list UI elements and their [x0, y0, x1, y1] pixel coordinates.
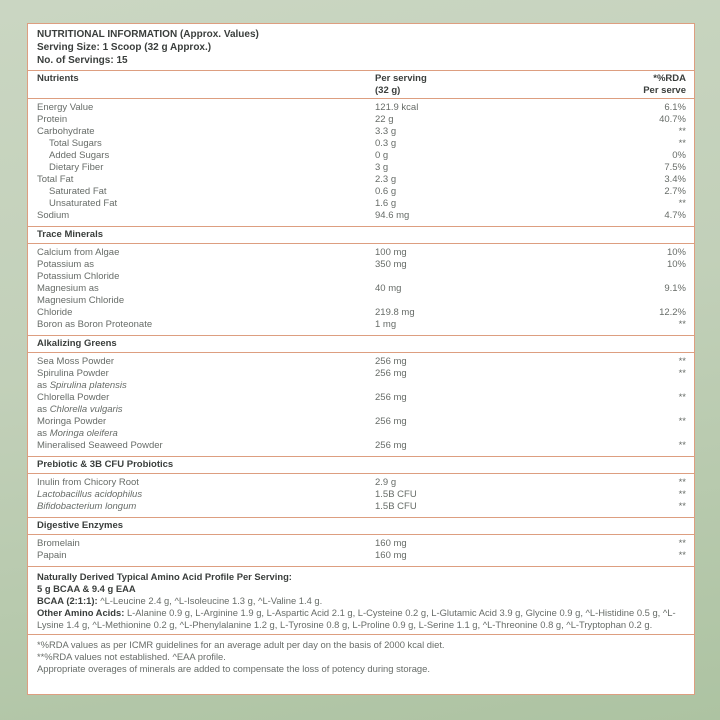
table-row: [37, 489, 686, 501]
nutrient-rda: **: [678, 319, 686, 330]
col-per-serving-line1: Per serving: [375, 73, 427, 84]
nutrient-name: [37, 538, 375, 550]
nutrient-name-text: Carbohydrate: [37, 126, 95, 137]
nutrient-rda: **: [678, 416, 686, 427]
table-row: [37, 416, 686, 440]
table-row: [37, 126, 686, 138]
nutrient-rda: 10%: [666, 259, 686, 270]
nutrient-name-text: Calcium from Algae: [37, 247, 120, 258]
nutrient-name: [37, 174, 375, 186]
nutrient-name: [37, 307, 375, 319]
nutrient-name: [37, 138, 375, 150]
col-rda: [427, 73, 686, 96]
amino-line: [37, 607, 685, 631]
amino-heading-2: 5 g BCAA & 9.4 g EAA: [37, 583, 136, 594]
table-row: [37, 174, 686, 186]
nutrient-rda: **: [678, 477, 686, 488]
nutrient-value: 350 mg: [375, 259, 407, 270]
row-group: [28, 535, 694, 566]
table-row: [37, 210, 686, 222]
nutrient-value: 160 mg: [375, 550, 407, 561]
nutrient-name: [37, 114, 375, 126]
row-group: [28, 474, 694, 517]
panel-header: [28, 24, 694, 71]
nutrient-value: 0 g: [375, 150, 389, 161]
nutrient-name-text: Mineralised Seaweed Powder: [37, 440, 163, 451]
row-group: [28, 99, 694, 226]
amino-line: [37, 595, 685, 607]
table-row: [37, 186, 686, 198]
subname-species: Spirulina platensis: [49, 380, 127, 391]
amino-line-label: Other Amino Acids:: [37, 607, 125, 618]
nutrient-rda: 12.2%: [659, 307, 686, 318]
col-rda-line1: *%RDA: [653, 73, 686, 84]
nutrient-name: [37, 477, 375, 489]
nutrient-value: 121.9 kcal: [375, 102, 419, 113]
nutrient-value: 256 mg: [375, 440, 407, 451]
amino-line-label: BCAA (2:1:1):: [37, 595, 98, 606]
col-per-serving-line2: (32 g): [375, 84, 401, 96]
nutrient-name-text: Bifidobacterium longum: [37, 501, 137, 512]
nutrient-name: [37, 126, 375, 138]
nutrient-name-text: Moringa Powder: [37, 416, 107, 427]
footnote-line: **%RDA values not established. ^EAA profile.: [37, 651, 226, 662]
amino-heading-1: Naturally Derived Typical Amino Acid Profile Per Serving:: [37, 571, 292, 582]
nutrient-name-text: Papain: [37, 550, 67, 561]
nutrient-rda: **: [678, 138, 686, 149]
nutrient-rda: **: [678, 392, 686, 403]
nutrient-name-text: Saturated Fat: [49, 186, 107, 197]
subname-text: Magnesium Chloride: [37, 295, 125, 306]
nutrient-rda: 6.1%: [664, 102, 686, 113]
nutrient-name: [37, 162, 375, 174]
nutrient-name: [37, 186, 375, 198]
subname-species: Moringa oleifera: [49, 428, 118, 439]
table-row: [37, 392, 686, 416]
nutrient-name-text: Potassium as: [37, 259, 95, 270]
subname-text: as: [37, 404, 50, 415]
nutrient-rda: 40.7%: [659, 114, 686, 125]
row-group: [28, 353, 694, 456]
nutrient-name: [37, 319, 375, 331]
nutrient-value: 0.3 g: [375, 138, 397, 149]
amino-line-text: ^L-Leucine 2.4 g, ^L-Isoleucine 1.3 g, ^L-Valine 1.4 g.: [97, 595, 323, 606]
nutrient-name-text: Spirulina Powder: [37, 368, 109, 379]
nutrient-name: [37, 247, 375, 259]
row-group: [28, 244, 694, 335]
table-row: [37, 501, 686, 513]
nutrient-value: 3 g: [375, 162, 389, 173]
table-row: [37, 307, 686, 319]
nutrient-name-text: Dietary Fiber: [49, 162, 104, 173]
nutrient-value: 256 mg: [375, 368, 407, 379]
nutrient-rda: **: [678, 356, 686, 367]
panel-title: NUTRITIONAL INFORMATION (Approx. Values): [37, 29, 259, 40]
nutrient-name-text: Protein: [37, 114, 68, 125]
footnote-line: *%RDA values as per ICMR guidelines for an average adult per day on the basis of 2000 kcal diet.: [37, 639, 445, 650]
table-row: [37, 102, 686, 114]
table-row: [37, 114, 686, 126]
table-row: [37, 162, 686, 174]
nutrient-name: [37, 198, 375, 210]
nutrient-name: [37, 102, 375, 114]
nutrient-rda: **: [678, 126, 686, 137]
section-header: Trace Minerals: [28, 226, 694, 244]
section-header: Prebiotic & 3B CFU Probiotics: [28, 456, 694, 474]
nutrient-value: 1 mg: [375, 319, 397, 330]
nutrient-name: [37, 501, 375, 513]
table-row: [37, 259, 686, 283]
nutrient-value: 1.5B CFU: [375, 501, 417, 512]
nutrient-rda: **: [678, 501, 686, 512]
nutrient-name-text: Energy Value: [37, 102, 94, 113]
nutrient-rda: 4.7%: [664, 210, 686, 221]
nutrient-name: [37, 550, 375, 562]
table-row: [37, 138, 686, 150]
col-nutrients: Nutrients: [37, 73, 79, 84]
nutrient-value: 160 mg: [375, 538, 407, 549]
nutrient-subname: [37, 380, 375, 392]
serving-size: Serving Size: 1 Scoop (32 g Approx.): [37, 42, 212, 53]
nutrient-name-text: Boron as Boron Proteonate: [37, 319, 153, 330]
table-row: [37, 198, 686, 210]
nutrient-value: 2.3 g: [375, 174, 397, 185]
table-row: [37, 440, 686, 452]
nutrient-subname: [37, 404, 375, 416]
nutrient-name-text: Bromelain: [37, 538, 80, 549]
nutrient-name-text: Sea Moss Powder: [37, 356, 115, 367]
nutrient-rda: 9.1%: [664, 283, 686, 294]
col-rda-line2: Per serve: [643, 84, 686, 96]
nutrient-name-text: Magnesium as: [37, 283, 99, 294]
nutrient-name: [37, 440, 375, 452]
nutrient-name: [37, 368, 375, 392]
nutrient-value: 0.6 g: [375, 186, 397, 197]
nutrient-name: [37, 150, 375, 162]
nutrition-facts-panel: [27, 23, 695, 695]
table-row: [37, 356, 686, 368]
nutrient-rda: **: [678, 550, 686, 561]
nutrient-name-text: Sodium: [37, 210, 70, 221]
amino-acid-block: [28, 566, 694, 634]
column-header-row: [28, 71, 694, 99]
subname-text: Potassium Chloride: [37, 271, 120, 282]
section-header: Alkalizing Greens: [28, 335, 694, 353]
nutrient-rda: 10%: [666, 247, 686, 258]
nutrient-value: 1.5B CFU: [375, 489, 417, 500]
nutrient-name-text: Total Fat: [37, 174, 74, 185]
nutrient-rda: **: [678, 368, 686, 379]
nutrient-rda: 0%: [672, 150, 686, 161]
table-row: [37, 538, 686, 550]
footnotes: [28, 634, 694, 679]
table-body: [28, 99, 694, 566]
nutrient-rda: **: [678, 489, 686, 500]
nutrient-name-text: Chloride: [37, 307, 73, 318]
section-header: Digestive Enzymes: [28, 517, 694, 535]
nutrient-value: 3.3 g: [375, 126, 397, 137]
nutrient-rda: 3.4%: [664, 174, 686, 185]
nutrient-value: 219.8 mg: [375, 307, 415, 318]
nutrient-value: 256 mg: [375, 416, 407, 427]
nutrient-value: 1.6 g: [375, 198, 397, 209]
nutrient-value: 256 mg: [375, 356, 407, 367]
table-row: [37, 283, 686, 307]
nutrient-name: [37, 356, 375, 368]
table-row: [37, 150, 686, 162]
nutrient-name: [37, 210, 375, 222]
nutrient-name-text: Inulin from Chicory Root: [37, 477, 139, 488]
nutrient-rda: **: [678, 440, 686, 451]
subname-species: Chlorella vulgaris: [49, 404, 123, 415]
amino-lines: [37, 595, 685, 631]
col-per-serving: [375, 73, 427, 96]
nutrient-name-text: Chlorella Powder: [37, 392, 110, 403]
nutrient-name: [37, 259, 375, 283]
nutrient-subname: [37, 271, 375, 283]
footnote-line: Appropriate overages of minerals are added to compensate the loss of potency during storage.: [37, 663, 430, 674]
nutrient-rda: **: [678, 198, 686, 209]
servings-count: No. of Servings: 15: [37, 55, 128, 66]
nutrient-value: 2.9 g: [375, 477, 397, 488]
nutrient-rda: 7.5%: [664, 162, 686, 173]
subname-text: as: [37, 428, 50, 439]
nutrient-name-text: Added Sugars: [49, 150, 110, 161]
nutrient-subname: [37, 295, 375, 307]
nutrient-name-text: Lactobacillus acidophilus: [37, 489, 143, 500]
nutrient-name: [37, 283, 375, 307]
nutrient-name-text: Unsaturated Fat: [49, 198, 118, 209]
table-row: [37, 368, 686, 392]
nutrient-value: 256 mg: [375, 392, 407, 403]
nutrient-subname: [37, 428, 375, 440]
amino-line-text: L-Alanine 0.9 g, L-Arginine 1.9 g, L-Aspartic Acid 2.1 g, L-Cysteine 0.2 g, L-Glutamic Acid 3.9 g, Glycine 0.9 g, ^L-Histidine 0.5 g, ^L-Lysine 1.4 g, ^L-Methionine 0.2 g, ^L-Phenylalanine 1.2 g, L-Tyrosine 0.8 g, L-Proline 0.9 g, L-Serine 1.1 g, ^L-Threonine 0.8 g, ^L-Tryptophan 0.2 g.: [37, 607, 676, 630]
subname-text: as: [37, 380, 50, 391]
nutrient-name: [37, 489, 375, 501]
nutrient-name: [37, 392, 375, 416]
table-row: [37, 550, 686, 562]
nutrient-value: 94.6 mg: [375, 210, 410, 221]
nutrient-name: [37, 416, 375, 440]
table-row: [37, 247, 686, 259]
nutrient-rda: 2.7%: [664, 186, 686, 197]
nutrient-value: 22 g: [375, 114, 394, 125]
nutrient-name-text: Total Sugars: [49, 138, 102, 149]
nutrient-value: 100 mg: [375, 247, 407, 258]
table-row: [37, 477, 686, 489]
nutrient-value: 40 mg: [375, 283, 402, 294]
table-row: [37, 319, 686, 331]
nutrient-rda: **: [678, 538, 686, 549]
